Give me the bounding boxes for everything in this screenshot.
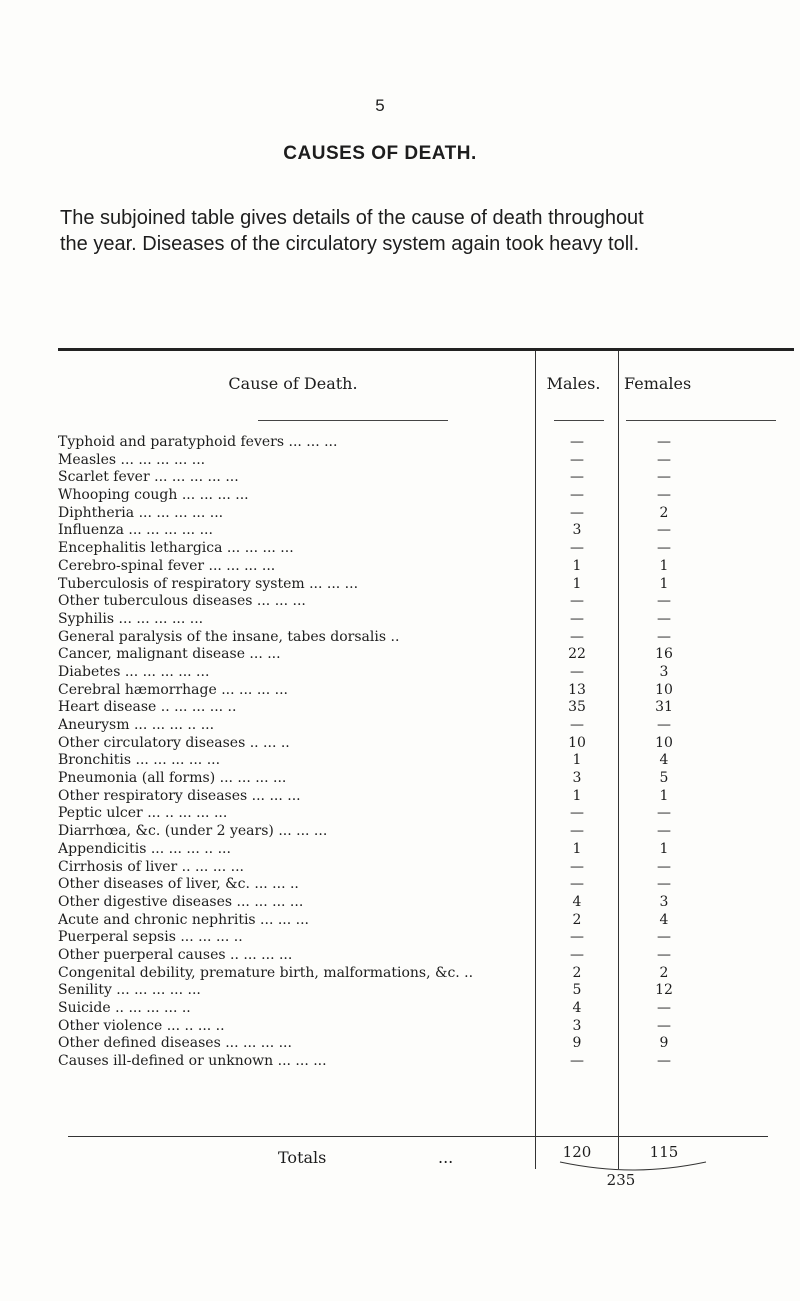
cause-cell: Cerebro-spinal fever ... ... ... ... bbox=[58, 557, 276, 574]
males-cell: 35 bbox=[568, 699, 586, 716]
table-row bbox=[58, 540, 794, 558]
table-row bbox=[58, 434, 794, 452]
table-row bbox=[58, 965, 794, 983]
table-row bbox=[58, 982, 794, 1000]
males-cell: — bbox=[570, 610, 584, 627]
table-row bbox=[58, 682, 794, 700]
table-row bbox=[58, 505, 794, 523]
header-cause: Cause of Death. bbox=[228, 374, 358, 393]
females-cell: — bbox=[657, 487, 671, 504]
males-cell: — bbox=[570, 929, 584, 946]
table-row bbox=[58, 859, 794, 877]
table-top-rule bbox=[58, 348, 794, 351]
females-cell: — bbox=[657, 929, 671, 946]
females-cell: — bbox=[657, 1053, 671, 1070]
males-cell: 9 bbox=[572, 1035, 582, 1052]
table-row bbox=[58, 735, 794, 753]
table-row bbox=[58, 593, 794, 611]
males-cell: 22 bbox=[568, 646, 586, 663]
header-females: Females bbox=[624, 374, 692, 393]
cause-cell: Other violence ... .. ... .. bbox=[58, 1017, 225, 1034]
cause-cell: Diphtheria ... ... ... ... ... bbox=[58, 504, 224, 521]
table-row bbox=[58, 558, 794, 576]
table-row bbox=[58, 1000, 794, 1018]
females-cell: — bbox=[657, 946, 671, 963]
intro-paragraph bbox=[60, 205, 780, 257]
cause-cell: Puerperal sepsis ... ... ... .. bbox=[58, 929, 243, 946]
total-females: 115 bbox=[649, 1143, 679, 1161]
table-row bbox=[58, 629, 794, 647]
cause-cell: Congenital debility, premature birth, malformations, &c. .. bbox=[58, 964, 474, 981]
males-cell: — bbox=[570, 946, 584, 963]
females-cell: — bbox=[657, 522, 671, 539]
cause-cell: General paralysis of the insane, tabes dorsalis .. bbox=[58, 628, 400, 645]
males-cell: — bbox=[570, 663, 584, 680]
table-row bbox=[58, 487, 794, 505]
table-row bbox=[58, 752, 794, 770]
females-cell: 16 bbox=[655, 646, 673, 663]
females-cell: 12 bbox=[655, 982, 673, 999]
females-cell: — bbox=[657, 1000, 671, 1016]
cause-cell: Measles ... ... ... ... ... bbox=[58, 451, 206, 468]
table-row bbox=[58, 788, 794, 806]
females-cell: 2 bbox=[659, 964, 669, 981]
cause-cell: Cancer, malignant disease ... ... bbox=[58, 646, 281, 663]
table-row bbox=[58, 699, 794, 717]
cause-cell: Diarrhœa, &c. (under 2 years) ... ... ... bbox=[58, 823, 328, 840]
totals-rule bbox=[68, 1136, 768, 1137]
cause-cell: Other defined diseases ... ... ... ... bbox=[58, 1035, 292, 1052]
females-cell: — bbox=[657, 469, 671, 486]
males-cell: 13 bbox=[568, 681, 586, 698]
females-cell: — bbox=[657, 858, 671, 875]
females-cell: 9 bbox=[659, 1035, 669, 1052]
females-cell: — bbox=[657, 876, 671, 893]
cause-cell: Heart disease .. ... ... ... .. bbox=[58, 699, 237, 716]
cause-cell: Acute and chronic nephritis ... ... ... bbox=[58, 911, 310, 928]
males-cell: 3 bbox=[572, 770, 582, 787]
cause-cell: Other tuberculous diseases ... ... ... bbox=[58, 593, 306, 610]
females-cell: — bbox=[657, 434, 671, 450]
cause-cell: Whooping cough ... ... ... ... bbox=[58, 487, 249, 504]
males-cell: — bbox=[570, 1053, 584, 1070]
males-cell: 2 bbox=[572, 911, 582, 928]
females-cell: — bbox=[657, 610, 671, 627]
cause-cell: Other circulatory diseases .. ... .. bbox=[58, 734, 290, 751]
males-cell: — bbox=[570, 823, 584, 840]
cause-cell: Tuberculosis of respiratory system ... ... ... bbox=[58, 575, 359, 592]
cause-cell: Other respiratory diseases ... ... ... bbox=[58, 787, 301, 804]
males-cell: — bbox=[570, 593, 584, 610]
table-row bbox=[58, 1053, 794, 1071]
females-cell: 3 bbox=[659, 663, 669, 680]
cause-cell: Bronchitis ... ... ... ... ... bbox=[58, 752, 221, 769]
males-cell: 4 bbox=[572, 1000, 582, 1016]
males-cell: 1 bbox=[572, 752, 582, 769]
totals-leader: ... bbox=[438, 1148, 454, 1167]
cause-cell: Syphilis ... ... ... ... ... bbox=[58, 610, 204, 627]
females-cell: 5 bbox=[659, 770, 669, 787]
males-cell: 1 bbox=[572, 787, 582, 804]
females-cell: 3 bbox=[659, 893, 669, 910]
table-row bbox=[58, 717, 794, 735]
cause-cell: Typhoid and paratyphoid fevers ... ... ... bbox=[58, 434, 338, 450]
table-row bbox=[58, 770, 794, 788]
males-cell: 10 bbox=[568, 734, 586, 751]
table-row bbox=[58, 947, 794, 965]
cause-cell: Cirrhosis of liver .. ... ... ... bbox=[58, 858, 244, 875]
table-row bbox=[58, 894, 794, 912]
females-cell: 2 bbox=[659, 504, 669, 521]
table-row bbox=[58, 823, 794, 841]
cause-cell: Appendicitis ... ... ... .. ... bbox=[58, 840, 231, 857]
males-cell: — bbox=[570, 628, 584, 645]
males-cell: — bbox=[570, 717, 584, 733]
cause-cell: Peptic ulcer ... .. ... ... ... bbox=[58, 805, 228, 822]
total-males: 120 bbox=[562, 1143, 592, 1161]
males-cell: 4 bbox=[572, 893, 582, 910]
cause-cell: Scarlet fever ... ... ... ... ... bbox=[58, 469, 239, 486]
females-cell: 10 bbox=[655, 734, 673, 751]
causes-table bbox=[58, 348, 794, 1248]
females-cell: — bbox=[657, 540, 671, 557]
table-row bbox=[58, 841, 794, 859]
cause-cell: Causes ill-defined or unknown ... ... ... bbox=[58, 1053, 327, 1070]
females-cell: 1 bbox=[659, 787, 669, 804]
males-cell: — bbox=[570, 487, 584, 504]
cause-cell: Other diseases of liver, &c. ... ... .. bbox=[58, 876, 299, 893]
table-row bbox=[58, 876, 794, 894]
males-cell: — bbox=[570, 805, 584, 822]
females-cell: — bbox=[657, 1017, 671, 1034]
cause-cell: Diabetes ... ... ... ... ... bbox=[58, 663, 210, 680]
females-cell: — bbox=[657, 628, 671, 645]
males-cell: 5 bbox=[572, 982, 582, 999]
table-row bbox=[58, 452, 794, 470]
cause-cell: Other puerperal causes .. ... ... ... bbox=[58, 946, 293, 963]
cause-cell: Senility ... ... ... ... ... bbox=[58, 982, 201, 999]
header-rule bbox=[258, 420, 448, 421]
females-cell: 1 bbox=[659, 575, 669, 592]
header-rule bbox=[626, 420, 776, 421]
males-cell: — bbox=[570, 876, 584, 893]
cause-cell: Pneumonia (all forms) ... ... ... ... bbox=[58, 770, 287, 787]
females-cell: 1 bbox=[659, 557, 669, 574]
table-row bbox=[58, 1018, 794, 1036]
females-cell: — bbox=[657, 593, 671, 610]
males-cell: 1 bbox=[572, 840, 582, 857]
cause-cell: Other digestive diseases ... ... ... ... bbox=[58, 893, 304, 910]
males-cell: — bbox=[570, 434, 584, 450]
females-cell: — bbox=[657, 805, 671, 822]
males-cell: — bbox=[570, 469, 584, 486]
table-row bbox=[58, 576, 794, 594]
header-males: Males. bbox=[546, 374, 601, 393]
table-row bbox=[58, 469, 794, 487]
males-cell: — bbox=[570, 540, 584, 557]
females-cell: 10 bbox=[655, 681, 673, 698]
table-row bbox=[58, 805, 794, 823]
table-row bbox=[58, 646, 794, 664]
males-cell: 1 bbox=[572, 557, 582, 574]
males-cell: — bbox=[570, 451, 584, 468]
females-cell: 31 bbox=[655, 699, 673, 716]
males-cell: 3 bbox=[572, 522, 582, 539]
table-row bbox=[58, 929, 794, 947]
cause-cell: Aneurysm ... ... ... .. ... bbox=[58, 717, 215, 733]
females-cell: — bbox=[657, 823, 671, 840]
table-row bbox=[58, 522, 794, 540]
table-row bbox=[58, 1035, 794, 1053]
header-rule bbox=[554, 420, 604, 421]
page-title: CAUSES OF DEATH. bbox=[283, 143, 477, 164]
cause-cell: Encephalitis lethargica ... ... ... ... bbox=[58, 540, 294, 557]
grand-total: 235 bbox=[606, 1171, 636, 1189]
cause-cell: Suicide .. ... ... ... .. bbox=[58, 1000, 191, 1016]
totals-label: Totals bbox=[278, 1148, 327, 1167]
cause-cell: Cerebral hæmorrhage ... ... ... ... bbox=[58, 681, 288, 698]
males-cell: 2 bbox=[572, 964, 582, 981]
table-row bbox=[58, 912, 794, 930]
males-cell: 3 bbox=[572, 1017, 582, 1034]
females-cell: — bbox=[657, 717, 671, 733]
females-cell: 4 bbox=[659, 752, 669, 769]
table-row bbox=[58, 611, 794, 629]
males-cell: 1 bbox=[572, 575, 582, 592]
intro-line: The subjoined table gives details of the cause of death throughout bbox=[60, 207, 644, 229]
males-cell: — bbox=[570, 858, 584, 875]
table-row bbox=[58, 664, 794, 682]
cause-cell: Influenza ... ... ... ... ... bbox=[58, 522, 213, 539]
females-cell: 1 bbox=[659, 840, 669, 857]
page-number: 5 bbox=[375, 96, 385, 115]
females-cell: — bbox=[657, 451, 671, 468]
females-cell: 4 bbox=[659, 911, 669, 928]
males-cell: — bbox=[570, 504, 584, 521]
intro-line: the year. Diseases of the circulatory system again took heavy toll. bbox=[60, 233, 640, 255]
table-body bbox=[58, 434, 794, 1071]
